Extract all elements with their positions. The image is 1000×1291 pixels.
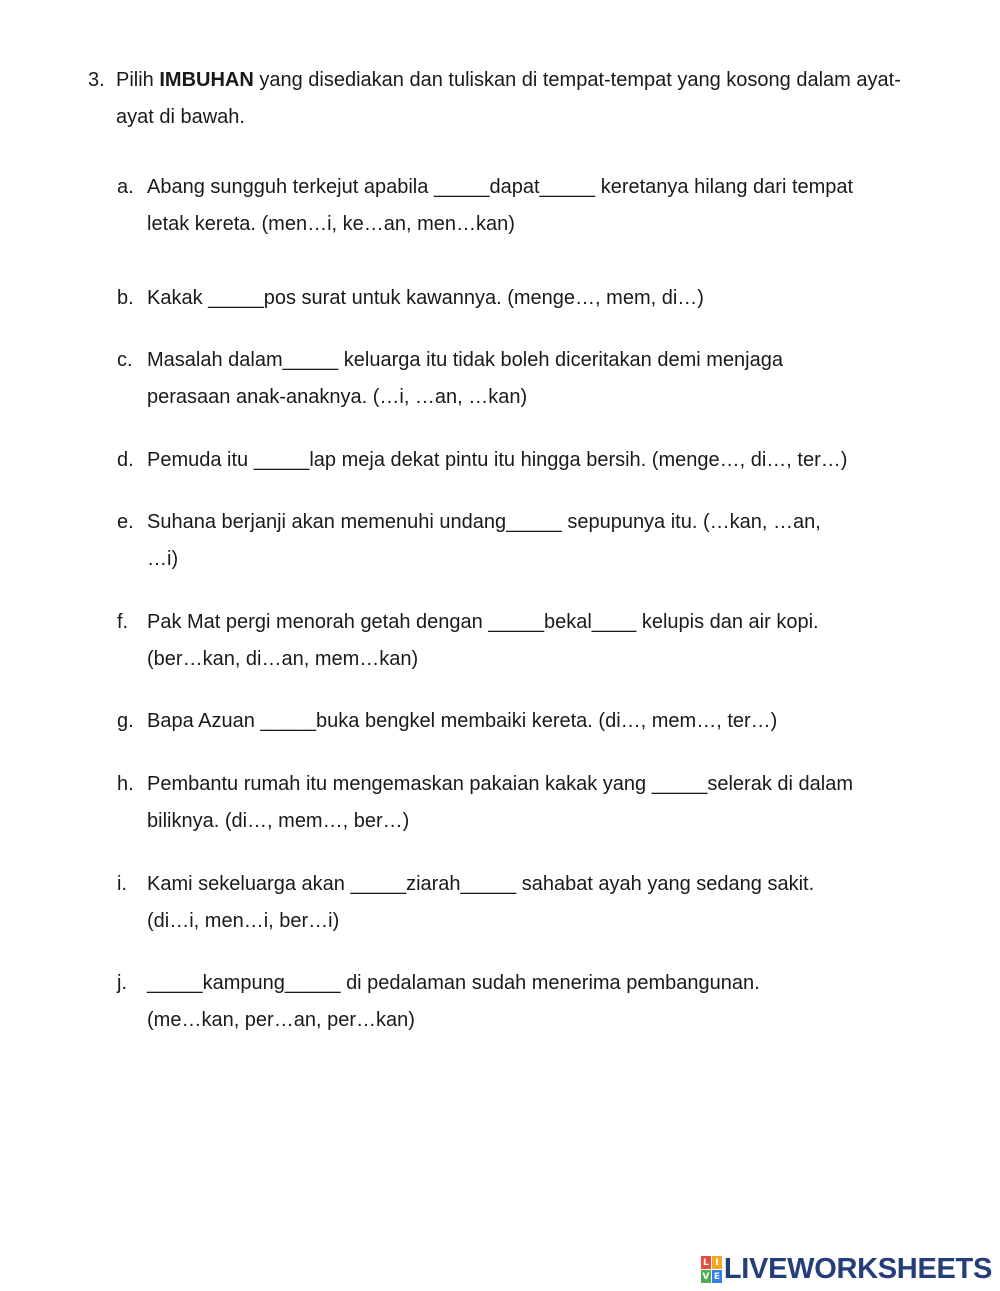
item-f: [117, 604, 917, 678]
item-line: letak kereta. (men…i, ke…an, men…kan): [147, 213, 515, 235]
item-d: [117, 442, 917, 479]
logo-mark-letter: I: [712, 1256, 722, 1269]
item-line: Kakak _____pos surat untuk kawannya. (menge…, mem, di…): [147, 287, 704, 309]
item-line: perasaan anak-anaknya. (…i, …an, …kan): [147, 386, 528, 408]
item-i: [117, 866, 917, 940]
item-a: [117, 169, 917, 243]
item-letter: h.: [117, 773, 134, 795]
item-line: Masalah dalam_____ keluarga itu tidak boleh diceritakan demi menjaga: [147, 349, 783, 371]
item-letter: i.: [117, 873, 127, 895]
item-h: [117, 766, 917, 840]
logo-mark-icon: [701, 1256, 721, 1282]
item-j: [117, 965, 917, 1039]
item-line: Abang sungguh terkejut apabila _____dapat_____ keretanya hilang dari tempat: [147, 176, 854, 198]
item-letter: d.: [117, 449, 134, 471]
item-line: Pemuda itu _____lap meja dekat pintu itu hingga bersih. (menge…, di…, ter…): [147, 449, 848, 471]
logo-mark-letter: E: [713, 1271, 720, 1282]
item-letter: a.: [117, 176, 134, 198]
item-letter: b.: [117, 287, 134, 309]
item-c: [117, 342, 917, 416]
question-3: [88, 62, 918, 136]
item-line: (di…i, men…i, ber…i): [147, 910, 340, 932]
item-line: _____kampung_____ di pedalaman sudah menerima pembangunan.: [147, 972, 760, 994]
item-line: Suhana berjanji akan memenuhi undang_____ sepupunya itu. (…kan, …an,: [147, 511, 821, 533]
item-line: Pak Mat pergi menorah getah dengan _____bekal____ kelupis dan air kopi.: [147, 611, 819, 633]
item-g: [117, 703, 917, 740]
item-letter: j.: [117, 972, 127, 994]
item-letter: e.: [117, 511, 134, 533]
item-line: (ber…kan, di…an, mem…kan): [147, 648, 419, 670]
item-line: Kami sekeluarga akan _____ziarah_____ sahabat ayah yang sedang sakit.: [147, 873, 815, 895]
item-letter: c.: [117, 349, 133, 371]
logo-mark-letter: V: [702, 1271, 710, 1282]
instruction-text-end: yang disediakan dan tuliskan di tempat-tempat yang kosong dalam ayat-ayat di bawah.: [116, 69, 901, 128]
instruction-keyword: IMBUHAN: [159, 69, 254, 91]
item-line: Bapa Azuan _____buka bengkel membaiki kereta. (di…, mem…, ter…): [147, 710, 778, 732]
question-number: 3.: [88, 69, 105, 91]
question-instruction: [116, 62, 918, 136]
item-b: [117, 280, 917, 317]
item-letter: g.: [117, 710, 134, 732]
item-line: biliknya. (di…, mem…, ber…): [147, 810, 410, 832]
logo-mark-letter: L: [701, 1256, 711, 1269]
item-line: Pembantu rumah itu mengemaskan pakaian kakak yang _____selerak di dalam: [147, 773, 853, 795]
instruction-text-start: Pilih: [116, 69, 160, 91]
item-e: [117, 504, 917, 578]
item-letter: f.: [117, 611, 129, 633]
item-line: …i): [147, 548, 179, 570]
logo-text: LIVEWORKSHEETS: [723, 1252, 992, 1285]
liveworksheets-logo: [701, 1252, 992, 1286]
item-line: (me…kan, per…an, per…kan): [147, 1009, 415, 1031]
